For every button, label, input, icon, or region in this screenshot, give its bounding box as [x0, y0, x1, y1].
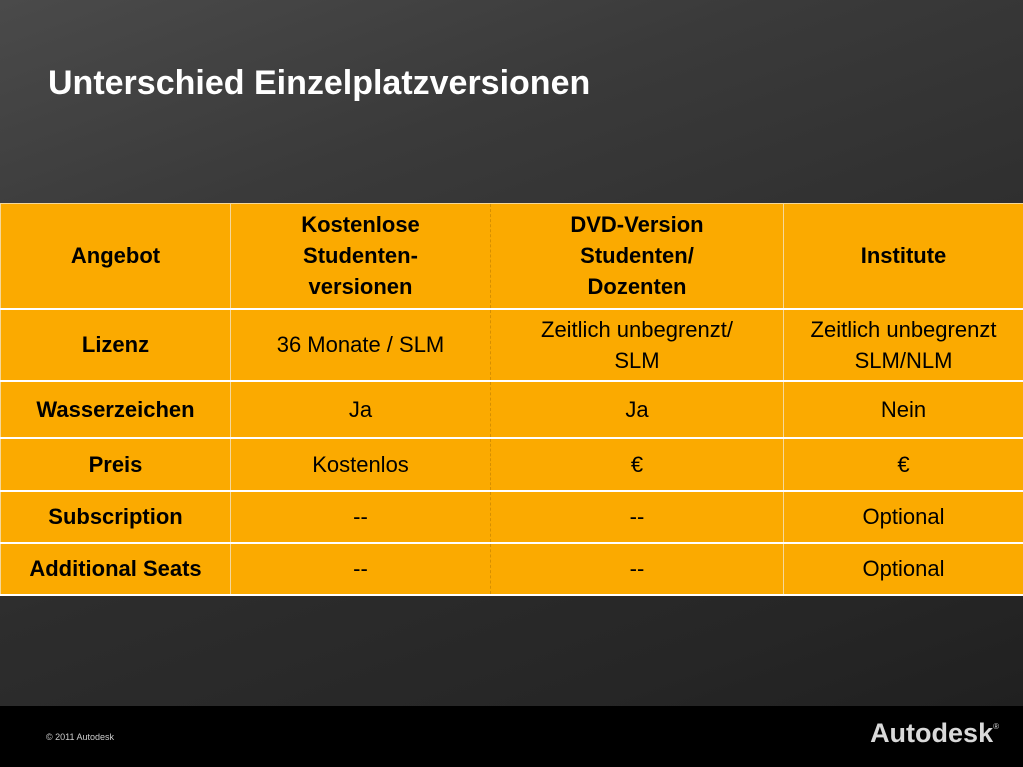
table-row [1, 309, 1023, 381]
header-cell-kostenlose-line3: versionen [308, 274, 413, 300]
table-cell: Ja [231, 381, 491, 438]
table-cell: -- [231, 491, 491, 543]
autodesk-logo [870, 718, 999, 749]
header-cell-angebot: Angebot [1, 204, 231, 309]
copyright-text: © 2011 Autodesk [46, 732, 115, 742]
table-cell: € [491, 438, 784, 491]
header-cell-dvd-line2: Studenten/ [580, 243, 694, 269]
row-label: Wasserzeichen [1, 381, 231, 438]
slide-title: Unterschied Einzelplatzversionen [48, 64, 591, 102]
table-cell: Optional [784, 491, 1023, 543]
footer-bar [0, 706, 1023, 767]
table-cell-line2: SLM [614, 347, 660, 373]
table-header-row [1, 204, 1023, 309]
registered-mark: ® [993, 722, 999, 731]
table-cell: Ja [491, 381, 784, 438]
table-cell: -- [231, 543, 491, 595]
header-cell-kostenlose [231, 204, 491, 309]
table-cell: -- [491, 543, 784, 595]
row-label: Additional Seats [1, 543, 231, 595]
table-cell: -- [491, 491, 784, 543]
row-label: Preis [1, 438, 231, 491]
header-cell-dvd [491, 204, 784, 309]
header-cell-kostenlose-line2: Studenten- [303, 243, 418, 269]
row-label: Lizenz [1, 309, 231, 381]
table-cell: 36 Monate / SLM [231, 309, 491, 381]
table-row [1, 543, 1023, 595]
table-cell: Optional [784, 543, 1023, 595]
table-cell: € [784, 438, 1023, 491]
table-cell: Nein [784, 381, 1023, 438]
header-cell-dvd-line1: DVD-Version [570, 212, 704, 238]
table-cell [784, 309, 1023, 381]
comparison-table [0, 203, 1023, 596]
table-cell-line2: SLM/NLM [854, 347, 953, 373]
logo-text: Autodesk [870, 718, 994, 748]
row-label: Subscription [1, 491, 231, 543]
table-row [1, 438, 1023, 491]
table-row [1, 381, 1023, 438]
header-cell-institute: Institute [784, 204, 1023, 309]
table-row [1, 491, 1023, 543]
table-cell-line1: Zeitlich unbegrenzt/ [541, 316, 733, 342]
table-cell-line1: Zeitlich unbegrenzt [810, 316, 997, 342]
table-cell: Kostenlos [231, 438, 491, 491]
header-cell-dvd-line3: Dozenten [587, 274, 687, 300]
header-cell-kostenlose-line1: Kostenlose [301, 212, 420, 238]
table-cell [491, 309, 784, 381]
